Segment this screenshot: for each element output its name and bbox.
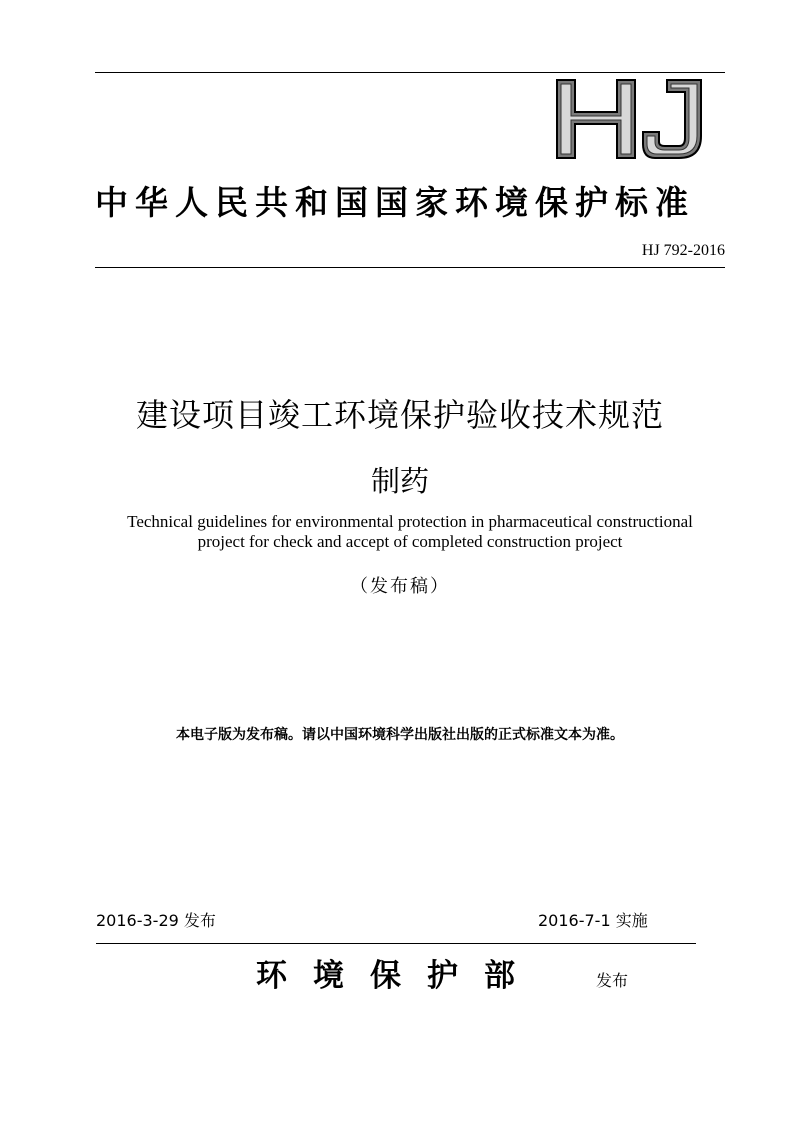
- issuer-name: 环境保护部: [256, 958, 541, 994]
- document-subtitle: 制药: [370, 464, 429, 498]
- issue-date: 2016-3-29 发布: [96, 911, 216, 930]
- issue-label: 发布: [596, 971, 629, 990]
- english-title: [80, 512, 740, 552]
- standard-number: HJ 792-2016: [641, 242, 725, 259]
- logo-letter-h: [557, 80, 635, 158]
- top-rule: [95, 72, 725, 73]
- footer-rule: [96, 943, 696, 944]
- notice-text: 本电子版为发布稿。请以中国环境科学出版社出版的正式标准文本为准。: [176, 727, 624, 743]
- implement-date: 2016-7-1 实施: [538, 911, 648, 930]
- draft-label: （发布稿）: [350, 576, 450, 597]
- english-title-line-1: Technical guidelines for environmental protection in pharmaceutical constructional: [127, 512, 693, 531]
- hj-logo: [555, 78, 705, 160]
- organization-title: 中华人民共和国国家环境保护标准: [95, 183, 695, 222]
- document-title: 建设项目竣工环境保护验收技术规范: [135, 396, 664, 434]
- english-title-line-2: project for check and accept of completed construction project: [197, 532, 623, 551]
- header-rule: [95, 267, 725, 268]
- logo-letter-j: [643, 80, 701, 158]
